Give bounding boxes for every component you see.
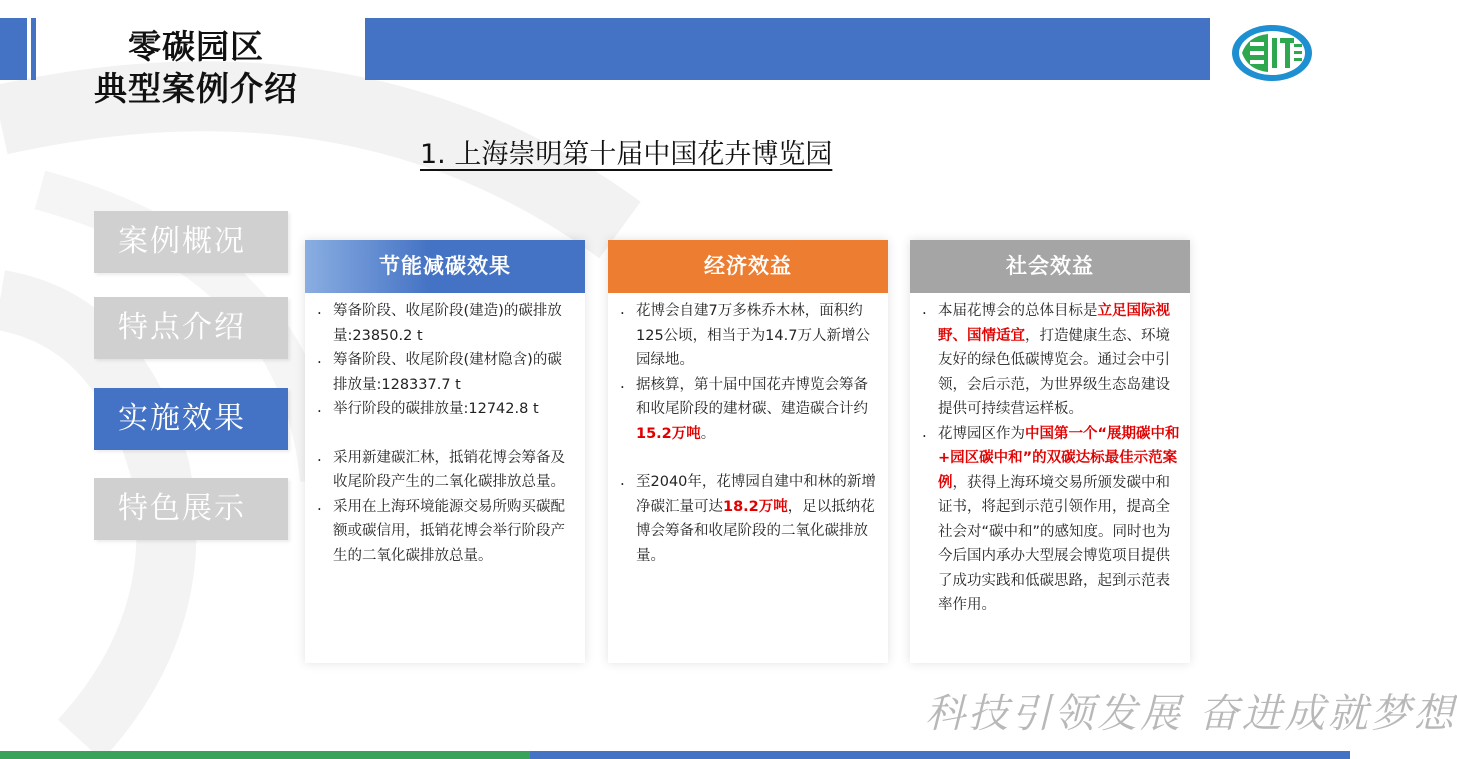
list-item: . 采用在上海环境能源交易所购买碳配额或碳信用，抵销花博会举行阶段产生的二氧化碳排放总量。 xyxy=(311,495,575,569)
footer-blue-bar xyxy=(530,751,1350,759)
highlight-text: 立足国际视野、国情适宜 xyxy=(938,303,1170,344)
card-economic-title: 经济效益 xyxy=(608,240,888,293)
header-banner xyxy=(365,18,1210,80)
highlight-value: 15.2万吨 xyxy=(636,425,701,442)
footer-green-bar xyxy=(0,751,530,759)
list-item: . 花博园区作为中国第一个“展期碳中和+园区碳中和”的双碳达标最佳示范案例，获得上海环境交易所颁发碳中和证书，将起到示范引领作用，提高全社会对“碳中和”的感知度。同时也为今后国内承办大型展会博览项目提供了成功实践和低碳思路，起到示范表率作用。 xyxy=(916,422,1180,618)
list-item: . 至2040年，花博园自建中和林的新增净碳汇量可达18.2万吨，足以抵纳花博会筹备和收尾阶段的二氧化碳排放量。 xyxy=(614,470,878,568)
list-item: . 筹备阶段、收尾阶段(建造)的碳排放量:23850.2 t xyxy=(311,299,575,348)
page-title xyxy=(66,26,326,110)
list-item: . 举行阶段的碳排放量:12742.8 t xyxy=(311,397,575,422)
card-social-title: 社会效益 xyxy=(910,240,1190,293)
list-item: . 采用新建碳汇林，抵销花博会筹备及收尾阶段产生的二氧化碳排放总量。 xyxy=(311,446,575,495)
header-accent-stripe xyxy=(31,18,36,80)
nav-item-implementation-results[interactable]: 实施效果 xyxy=(94,388,288,450)
highlight-value: 18.2万吨 xyxy=(723,498,788,515)
list-item: . 本届花博会的总体目标是立足国际视野、国情适宜，打造健康生态、环境友好的绿色低碳博览会。通过会中引领，会后示范，为世界级生态岛建设提供可持续营运样板。 xyxy=(916,299,1180,422)
card-social-benefits xyxy=(910,240,1190,663)
highlight-text: 中国第一个“展期碳中和+园区碳中和”的双碳达标最佳示范案例 xyxy=(938,425,1180,491)
case-title: 1. 上海崇明第十届中国花卉博览园 xyxy=(420,139,833,170)
page-title-line2: 典型案例介绍 xyxy=(94,69,298,108)
card-energy-saving xyxy=(305,240,585,663)
page-title-line1: 零碳园区 xyxy=(128,27,264,66)
nav-item-showcase[interactable]: 特色展示 xyxy=(94,478,288,540)
card-economic-benefits xyxy=(608,240,888,663)
organization-logo-icon xyxy=(1228,22,1316,84)
list-item: . 筹备阶段、收尾阶段(建材隐含)的碳排放量:128337.7 t xyxy=(311,348,575,397)
header-accent-bar xyxy=(0,18,27,80)
nav-item-case-overview[interactable]: 案例概况 xyxy=(94,211,288,273)
calligraphy-slogan: 科技引领发展 奋进成就梦想 xyxy=(925,691,1457,737)
list-item: . 据核算，第十届中国花卉博览会筹备和收尾阶段的建材碳、建造碳合计约15.2万吨。 xyxy=(614,373,878,447)
list-item: . 花博会自建7万多株乔木林，面积约125公顷，相当于为14.7万人新增公园绿地。 xyxy=(614,299,878,373)
card-energy-title: 节能减碳效果 xyxy=(305,240,585,293)
nav-item-features[interactable]: 特点介绍 xyxy=(94,297,288,359)
